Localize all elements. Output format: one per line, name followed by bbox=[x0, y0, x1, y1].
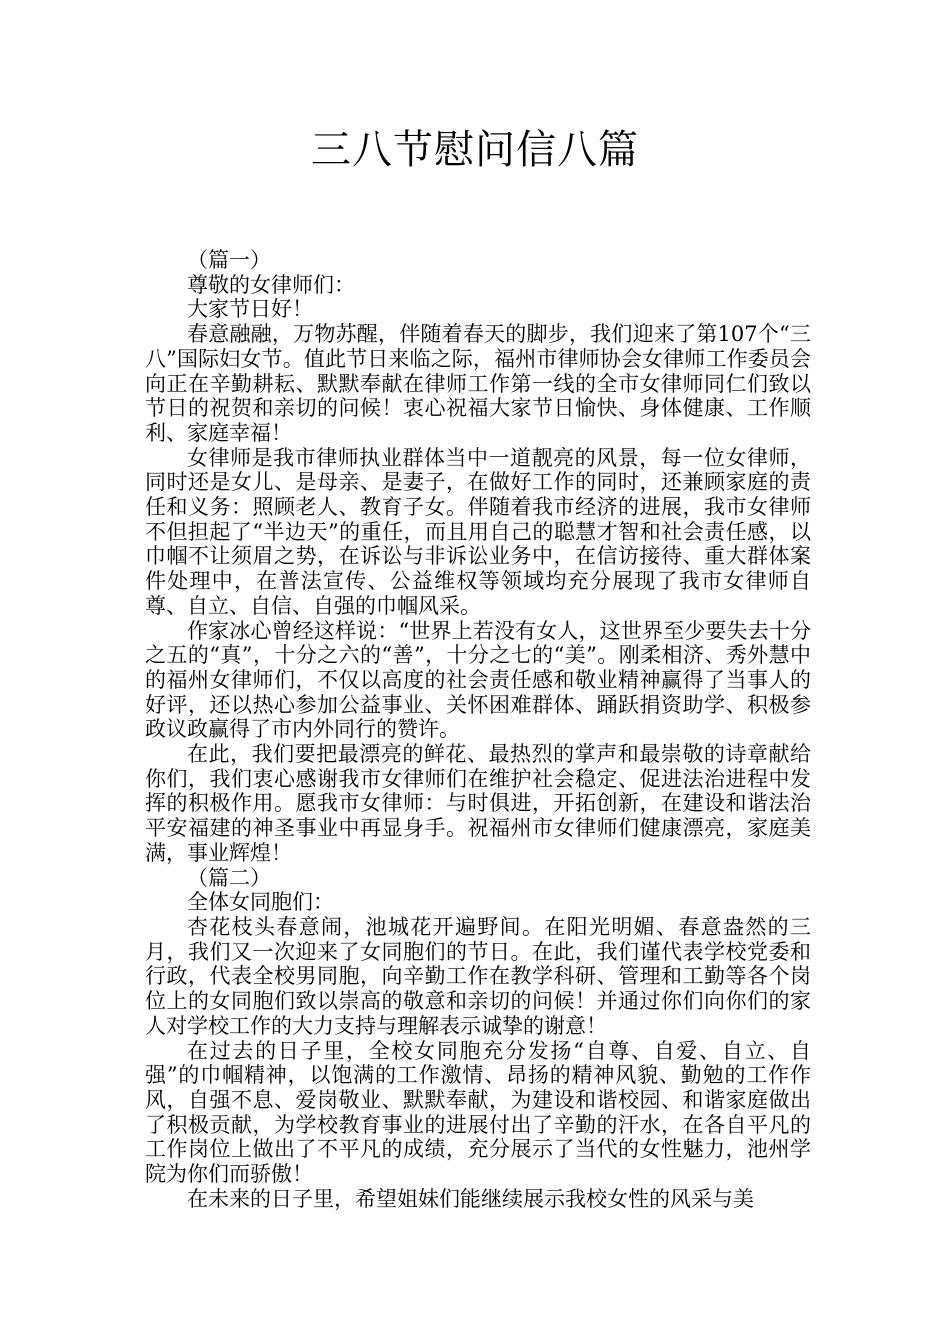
salutation: 全体女同胞们： bbox=[187, 890, 334, 915]
section-heading: （篇一） bbox=[187, 248, 271, 272]
body-paragraph: 在过去的日子里，全校女同胞充分发扬“自尊、自爱、自立、自强”的巾帼精神，以饱满的工作激情、昂扬的精神风貌、勤勉的工作作风，自强不息、爱岗敬业、默默奉献，为建设和谐校园、和谐家庭做出了积极贡献，为学校教育事业的进展付出了辛勤的汗水，在各自平凡的工作岗位上做出了不平凡的成绩，充分展示了当代的女性魅力，池州学院为你们而骄傲！ bbox=[145, 1038, 811, 1187]
body-paragraph: 作家冰心曾经这样说：“世界上若没有女人，这世界至少要失去十分之五的“真”，十分之六的“善”，十分之七的“美”。刚柔相济、秀外慧中的福州女律师们，不仅以高度的社会责任感和敬业精神赢得了当事人的好评，还以热心参加公益事业、关怀困难群体、踊跃捐资助学、积极参政议政赢得了市内外同行的赞许。 bbox=[145, 618, 811, 742]
salutation: 尊敬的女律师们： bbox=[187, 272, 355, 297]
section-heading: （篇二） bbox=[187, 865, 271, 890]
body-paragraph: 春意融融，万物苏醒，伴随着春天的脚步，我们迎来了第107个“三八”国际妇女节。值此节日来临之际，福州市律师协会女律师工作委员会向正在辛勤耕耘、默默奉献在律师工作第一线的全市女律师同仁们致以节日的祝贺和亲切的问候！衷心祝福大家节日愉快、身体健康、工作顺利、家庭幸福！ bbox=[145, 322, 811, 445]
body-paragraph: 杏花枝头春意闹，池城花开遍野间。在阳光明媚、春意盎然的三月，我们又一次迎来了女同胞们的节日。在此，我们谨代表学校党委和行政，代表全校男同胞，向辛勤工作在教学科研、管理和工勤等各个岗位上的女同胞们致以崇高的敬意和亲切的问候！并通过你们向你们的家人对学校工作的大力支持与理解表示诚挚的谢意！ bbox=[145, 914, 811, 1038]
document-title: 三八节慰问信八篇 bbox=[311, 127, 639, 173]
body-paragraph: 在此，我们要把最漂亮的鲜花、最热烈的掌声和最崇敬的诗章献给你们，我们衷心感谢我市女律师们在维护社会稳定、促进法治进程中发挥的积极作用。愿我市女律师：与时俱进，开拓创新，在建设和谐法治平安福建的神圣事业中再显身手。祝福州市女律师们健康漂亮，家庭美满，事业辉煌！ bbox=[145, 742, 811, 865]
document-body bbox=[145, 248, 811, 1211]
body-paragraph: 女律师是我市律师执业群体当中一道靓亮的风景，每一位女律师，同时还是女儿、是母亲、是妻子，在做好工作的同时，还兼顾家庭的责任和义务：照顾老人、教育子女。伴随着我市经济的进展，我市女律师不但担起了“半边天”的重任，而且用自己的聪慧才智和社会责任感，以巾帼不让须眉之势，在诉讼与非诉讼业务中，在信访接待、重大群体案件处理中，在普法宣传、公益维权等领域均充分展现了我市女律师自尊、自立、自信、自强的巾帼风采。 bbox=[145, 445, 811, 618]
body-paragraph: 在未来的日子里，希望姐妹们能继续展示我校女性的风采与美 bbox=[187, 1186, 754, 1211]
greeting: 大家节日好！ bbox=[187, 297, 313, 322]
